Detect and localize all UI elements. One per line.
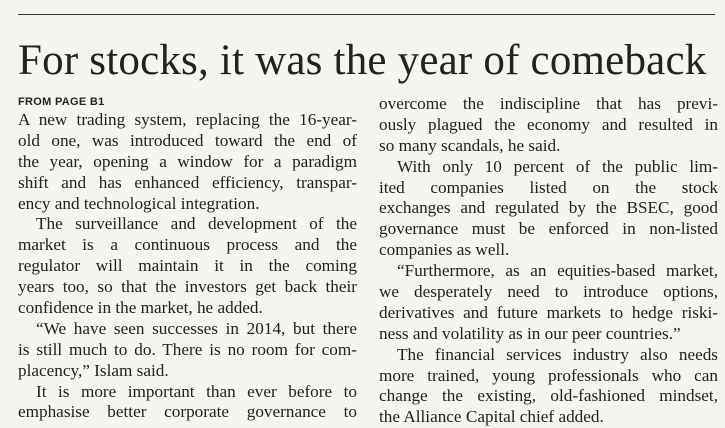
text-line: A new trading system, replacing the 16-year- [18,110,357,129]
text-line: ency and technological integration. [18,193,260,213]
text-line: change the existing, old-fashioned mindset, [379,386,718,406]
text-line: we desperately need to introduce options, [379,282,718,302]
text-line: With only 10 percent of the public lim- [397,156,718,176]
text-line: market is a continuous process and the [18,235,357,255]
text-line: governance must be enforced in non-listed [379,219,718,239]
text-line: It is more important than ever before to [36,381,357,401]
text-line: placency,” Islam said. [18,360,169,380]
text-line: overcome the indiscipline that has previ- [379,94,718,113]
text-line: emphasise better corporate governance to [18,402,357,422]
right-column-body [379,94,718,428]
text-line: exchanges and regulated by the BSEC, good [379,198,718,218]
left-column-body [18,110,357,423]
text-line: derivatives and future markets to hedge riski- [379,302,718,322]
text-line: The financial services industry also needs [397,344,718,364]
text-line: old one, was introduced toward the end of [18,130,357,150]
text-line: years too, so that the investors get back their [18,277,357,297]
continuation-kicker: FROM PAGE B1 [18,96,105,108]
text-line: “Furthermore, as an equities-based market, [397,261,718,281]
text-line: is still much to do. There is no room for com- [18,339,357,359]
headline: For stocks, it was the year of comeback [18,37,707,84]
text-line: ited companies listed on the stock [379,177,718,197]
left-column [18,94,357,423]
text-line: The surveillance and development of the [36,214,357,234]
text-line: confidence in the market, he added. [18,298,263,318]
top-rule [18,14,715,15]
text-line: “We have seen successes in 2014, but there [36,318,357,338]
text-line: ness and volatility as in our peer countries.” [379,323,681,343]
right-column [379,94,718,428]
text-line: regulator will maintain it in the coming [18,256,357,276]
text-line: shift and has enhanced efficiency, transpar- [18,172,357,192]
text-line: the Alliance Capital chief added. [379,407,604,427]
text-line: companies as well. [379,240,510,260]
text-line: more trained, young professionals who can [379,365,718,385]
text-line: the year, opening a window for a paradigm [18,151,357,171]
text-line: ously plagued the economy and resulted in [379,114,718,134]
text-line: so many scandals, he said. [379,135,561,155]
